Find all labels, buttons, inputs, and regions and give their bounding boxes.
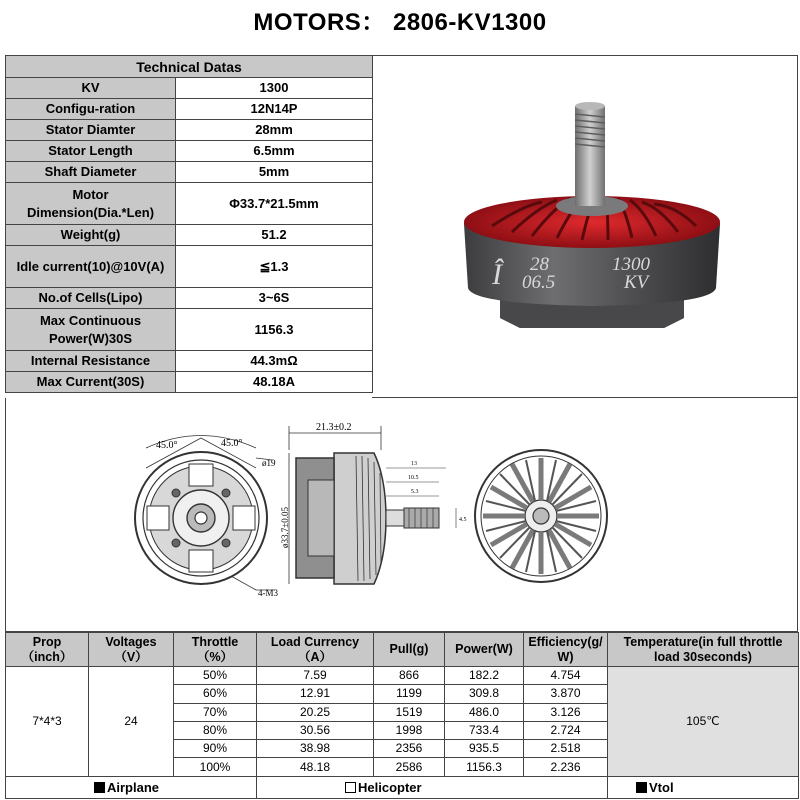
footer-helicopter-label: Helicopter <box>358 779 422 795</box>
dim-4-5: 4.5 <box>459 517 467 523</box>
voltage-cell: 24 <box>89 667 174 777</box>
header-throttle <box>174 633 257 667</box>
dimension-drawings <box>6 398 799 632</box>
header-text: Efficiency(g/ W) <box>528 634 603 664</box>
current-cell: 48.18 <box>257 758 374 776</box>
current-cell: 20.25 <box>257 703 374 721</box>
screw-label: 4-M3 <box>258 588 278 598</box>
header-pull <box>374 633 445 667</box>
pull-cell: 2356 <box>374 740 445 758</box>
engraving-line2: 06.5 <box>522 272 556 293</box>
spec-label: Shaft Diameter <box>6 162 176 183</box>
spec-row-kv <box>6 78 373 99</box>
current-cell: 30.56 <box>257 721 374 739</box>
prop-cell: 7*4*3 <box>6 667 89 777</box>
spec-row-idle-current <box>6 246 373 288</box>
dim-5-3: 5.3 <box>411 489 419 495</box>
bottom-view-drawing <box>135 436 274 591</box>
power-cell: 733.4 <box>445 721 524 739</box>
throttle-cell: 100% <box>174 758 257 776</box>
length-dim-label: 21.3±0.2 <box>316 422 352 433</box>
spec-label: Max Current(30S) <box>6 372 176 393</box>
throttle-cell: 90% <box>174 740 257 758</box>
engraving-kv1: 1300 <box>612 254 650 275</box>
header-load-currency <box>257 633 374 667</box>
angle-right-label: 45.0° <box>221 438 243 449</box>
checkbox-checked-icon <box>636 782 647 793</box>
spec-value: 3~6S <box>176 288 373 309</box>
technical-data-table <box>5 55 373 393</box>
spec-row-internal-resistance <box>6 351 373 372</box>
current-cell: 12.91 <box>257 685 374 703</box>
side-view-drawing <box>289 426 456 584</box>
temperature-cell: 105℃ <box>608 667 799 777</box>
spec-value: 28mm <box>176 120 373 141</box>
page-title: MOTORS： 2806-KV1300 <box>253 9 547 36</box>
phi19-label: ø19 <box>262 458 276 468</box>
performance-header-row <box>6 633 799 667</box>
spec-row-stator-diameter <box>6 120 373 141</box>
header-temperature <box>608 633 799 667</box>
spec-label: Internal Resistance <box>6 351 176 372</box>
spec-value: Φ33.7*21.5mm <box>176 183 373 225</box>
diameter-dim-label: ø33.7±0.05 <box>280 507 290 548</box>
spec-value: 48.18A <box>176 372 373 393</box>
header-text: Load Currency （A） <box>270 634 360 664</box>
table-row <box>6 667 799 685</box>
pull-cell: 1519 <box>374 703 445 721</box>
header-power <box>445 633 524 667</box>
pull-cell: 1998 <box>374 721 445 739</box>
spec-label: KV <box>6 78 176 99</box>
spec-value: 6.5mm <box>176 141 373 162</box>
power-cell: 935.5 <box>445 740 524 758</box>
checkbox-checked-icon <box>94 782 105 793</box>
spec-row-configuration <box>6 99 373 120</box>
efficiency-cell: 3.870 <box>524 685 608 703</box>
footer-helicopter <box>257 776 608 798</box>
dim-13: 13 <box>411 461 417 467</box>
spec-label: Stator Length <box>6 141 176 162</box>
product-image-frame <box>372 55 798 398</box>
throttle-cell: 70% <box>174 703 257 721</box>
technical-drawing-frame <box>5 398 798 632</box>
brushless-motor-photo <box>372 56 798 399</box>
engraving-line1: 28 <box>530 254 549 275</box>
spec-row-motor-dimension <box>6 183 373 225</box>
power-cell: 486.0 <box>445 703 524 721</box>
header-text: Temperature(in full throttle load 30seconds) <box>623 634 783 664</box>
spec-row-stator-length <box>6 141 373 162</box>
application-footer-row <box>6 776 799 798</box>
spec-label: No.of Cells(Lipo) <box>6 288 176 309</box>
footer-vtol-label: Vtol <box>649 779 674 795</box>
spec-label: Idle current(10)@10V(A) <box>6 246 176 288</box>
spec-row-max-power <box>6 309 373 351</box>
spec-value: 44.3mΩ <box>176 351 373 372</box>
header-efficiency <box>524 633 608 667</box>
spec-row-cells <box>6 288 373 309</box>
throttle-cell: 80% <box>174 721 257 739</box>
footer-vtol <box>608 776 799 798</box>
footer-airplane <box>6 776 257 798</box>
spec-value: 1156.3 <box>176 309 373 351</box>
spec-row-shaft-diameter <box>6 162 373 183</box>
spec-value: 12N14P <box>176 99 373 120</box>
header-text: Pull(g) <box>389 642 429 656</box>
spec-label: Configu-ration <box>6 99 176 120</box>
efficiency-cell: 3.126 <box>524 703 608 721</box>
throttle-cell: 60% <box>174 685 257 703</box>
performance-table <box>5 632 799 799</box>
engraving-kv2: KV <box>624 272 649 293</box>
throttle-cell: 50% <box>174 667 257 685</box>
header-text: Power(W) <box>455 642 513 656</box>
current-cell: 7.59 <box>257 667 374 685</box>
spec-value: 1300 <box>176 78 373 99</box>
pull-cell: 1199 <box>374 685 445 703</box>
header-text: Throttle （%） <box>191 634 239 664</box>
spec-row-weight <box>6 225 373 246</box>
power-cell: 182.2 <box>445 667 524 685</box>
efficiency-cell: 2.724 <box>524 721 608 739</box>
checkbox-empty-icon <box>345 782 356 793</box>
spec-label: Motor Dimension(Dia.*Len) <box>6 183 176 225</box>
brand-logo-engraving: Î <box>492 258 502 291</box>
spec-label: Stator Diamter <box>6 120 176 141</box>
spec-value: 51.2 <box>176 225 373 246</box>
header-text: Prop （inch） <box>21 634 73 664</box>
pull-cell: 2586 <box>374 758 445 776</box>
current-cell: 38.98 <box>257 740 374 758</box>
efficiency-cell: 4.754 <box>524 667 608 685</box>
power-cell: 1156.3 <box>445 758 524 776</box>
header-text: Voltages （V） <box>105 634 157 664</box>
spec-label: Weight(g) <box>6 225 176 246</box>
footer-airplane-label: Airplane <box>107 779 160 795</box>
spec-row-max-current <box>6 372 373 393</box>
top-view-drawing <box>475 450 607 582</box>
header-prop <box>6 633 89 667</box>
dim-10-5: 10.5 <box>408 475 419 481</box>
angle-left-label: 45.0° <box>156 440 178 451</box>
spec-value: 5mm <box>176 162 373 183</box>
efficiency-cell: 2.236 <box>524 758 608 776</box>
header-voltages <box>89 633 174 667</box>
technical-data-header: Technical Datas <box>6 56 373 78</box>
pull-cell: 866 <box>374 667 445 685</box>
power-cell: 309.8 <box>445 685 524 703</box>
efficiency-cell: 2.518 <box>524 740 608 758</box>
spec-value: ≦1.3 <box>176 246 373 288</box>
spec-label: Max Continuous Power(W)30S <box>6 309 176 351</box>
